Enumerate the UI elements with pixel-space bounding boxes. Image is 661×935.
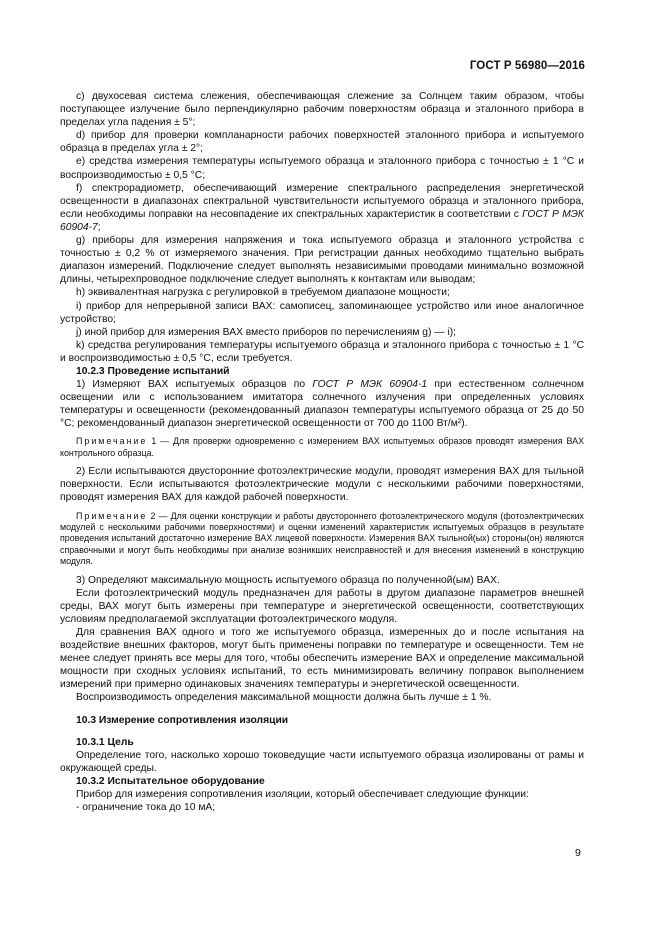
- page-body: [60, 90, 584, 814]
- section-heading-10-3-1: 10.3.1 Цель: [76, 736, 134, 748]
- paragraph-reproducibility: Воспроизводимость определения максимальной мощности должна быть лучше ± 1 %.: [76, 692, 492, 704]
- note-1: [60, 436, 584, 459]
- document-header: ГОСТ Р 56980—2016: [469, 60, 585, 72]
- list-item-d: d) прибор для проверки компланарности рабочих поверхностей эталонного прибора и испытуемого образца в пределах угла ± 2°;: [60, 130, 584, 155]
- section-heading-10-3-2: 10.3.2 Испытательное оборудование: [76, 775, 265, 787]
- paragraph-purpose: Определение того, насколько хорошо токоведущие части испытуемого образца изолированы от рамы и окружающей среды.: [60, 749, 584, 774]
- step-1-text-a: 1) Измеряют ВАХ испытуемых образцов по: [76, 379, 313, 391]
- standard-reference: ГОСТ Р МЭК 60904-1: [312, 379, 428, 391]
- note-2-text: 2 — Для оценки конструкции и работы двустороннего фотоэлектрического модуля (фотоэлектрических модулей с несколькими рабочими поверхностями) и оценки изменений характеристик испытуемых образцов в результате проведения испытаний достаточно измерение ВАХ лицевой поверхности. Измерения ВАХ тыльной(ых) стороны(он) являются справочными и могут быть необходимы при анализе возникших неисправностей и для внесения изменений в конструкцию модуля.: [60, 510, 584, 567]
- section-heading-10-3: 10.3 Измерение сопротивления изоляции: [76, 714, 289, 726]
- note-1-text: 1 — Для проверки одновременно с измерением ВАХ испытуемых образов проводят измерения ВАХ контрольного образца.: [60, 436, 584, 458]
- list-item-j: j) иной прибор для измерения ВАХ вместо приборов по перечислениям g) — i);: [76, 326, 457, 338]
- list-item-f-end: ;: [97, 221, 101, 233]
- list-item-g: g) приборы для измерения напряжения и тока испытуемого образца и эталонного устройства с точностью ± 0,2 % от измеряемого значения. При регистрации данных необходимо тщательно выбрать диапазон измерений. Подключение следует выполнять независимыми проводами минимально возможной длины, четырехпроводное подключение следует выполнять к контактам или выводам;: [60, 235, 584, 286]
- note-2: [60, 511, 584, 568]
- list-item-f: [60, 182, 584, 234]
- section-spacer: [60, 727, 584, 736]
- list-item-c: c) двухосевая система слежения, обеспечивающая слежение за Солнцем таким образом, чтобы поступающее излучение было перпендикулярно рабочим поверхностям образца и эталонного прибора в пределах угла падения ± 5°;: [60, 91, 584, 129]
- step-3: 3) Определяют максимальную мощность испытуемого образца по полученной(ым) ВАХ.: [76, 574, 500, 586]
- step-2: 2) Если испытываются двусторонние фотоэлектрические модули, проводят измерения ВАХ для тыльной поверхности. Если испытываются фотоэлектрические модули с несколькими рабочими поверхностями, проводят измерения ВАХ для каждой рабочей поверхности.: [60, 466, 584, 504]
- list-item-h: h) эквивалентная нагрузка с регулировкой в требуемом диапазоне мощности;: [76, 287, 450, 299]
- section-spacer: [60, 705, 584, 714]
- list-item-f-text: f) спектрорадиометр, обеспечивающий измерение спектрального распределения энергетической освещенности в диапазонах спектральной чувствительности испытуемого образца и эталонного прибора, если необходимы поправки на несовпадение их спектральных характеристик в соответствии с: [60, 182, 584, 220]
- step-1: [60, 378, 584, 430]
- paragraph-comparison: Для сравнения ВАХ одного и того же испытуемого образца, измеренных до и после испытания на воздействие внешних факторов, могут быть применены поправки по температуре и освещенности. Тем не менее следует принять все меры для того, чтобы обеспечить измерение ВАХ и определение максимальной мощности при сходных условиях испытаний, то есть минимизировать величину поправок выполнением измерений при примерно одинаковых значениях температуры и энергетической освещенности.: [60, 626, 584, 691]
- list-item-i: i) прибор для непрерывной записи ВАХ: самописец, запоминающее устройство или иное аналогичное устройство;: [60, 300, 584, 325]
- page-number: 9: [575, 847, 581, 859]
- paragraph-environment: Если фотоэлектрический модуль предназначен для работы в другом диапазоне параметров внешней среды, ВАХ могут быть измерены при температуре и энергетической освещенности, соответствующих условиям предполагаемой эксплуатации фотоэлектрического модуля.: [60, 587, 584, 625]
- list-item-e: e) средства измерения температуры испытуемого образца и эталонного прибора с точностью ± 1 °С и воспроизводимостью ± 0,5 °С;: [60, 156, 584, 181]
- paragraph-equipment: Прибор для измерения сопротивления изоляции, который обеспечивает следующие функции:: [76, 788, 529, 800]
- section-heading-10-2-3: 10.2.3 Проведение испытаний: [76, 365, 230, 377]
- standard-reference: ГОСТ Р МЭК 60904-7: [60, 208, 584, 233]
- list-item-current-limit: - ограничение тока до 10 мА;: [76, 802, 216, 814]
- note-label: Примечание: [76, 436, 148, 447]
- note-label: Примечание: [76, 510, 148, 521]
- list-item-k: k) средства регулирования температуры испытуемого образца и эталонного прибора с точностью ± 1 °С и воспроизводимостью ± 0,5 °С, если требуется.: [60, 339, 584, 364]
- step-1-text-b: при естественном солнечном освещении или с использованием имитатора солнечного излучения при определенных условиях температуры и освещенности (рекомендованный диапазон температуры испытуемого образца от 25 до 50 °С; рекомендованный диапазон энергетической освещенности от 700 до 1100 Вт/м²).: [60, 379, 584, 430]
